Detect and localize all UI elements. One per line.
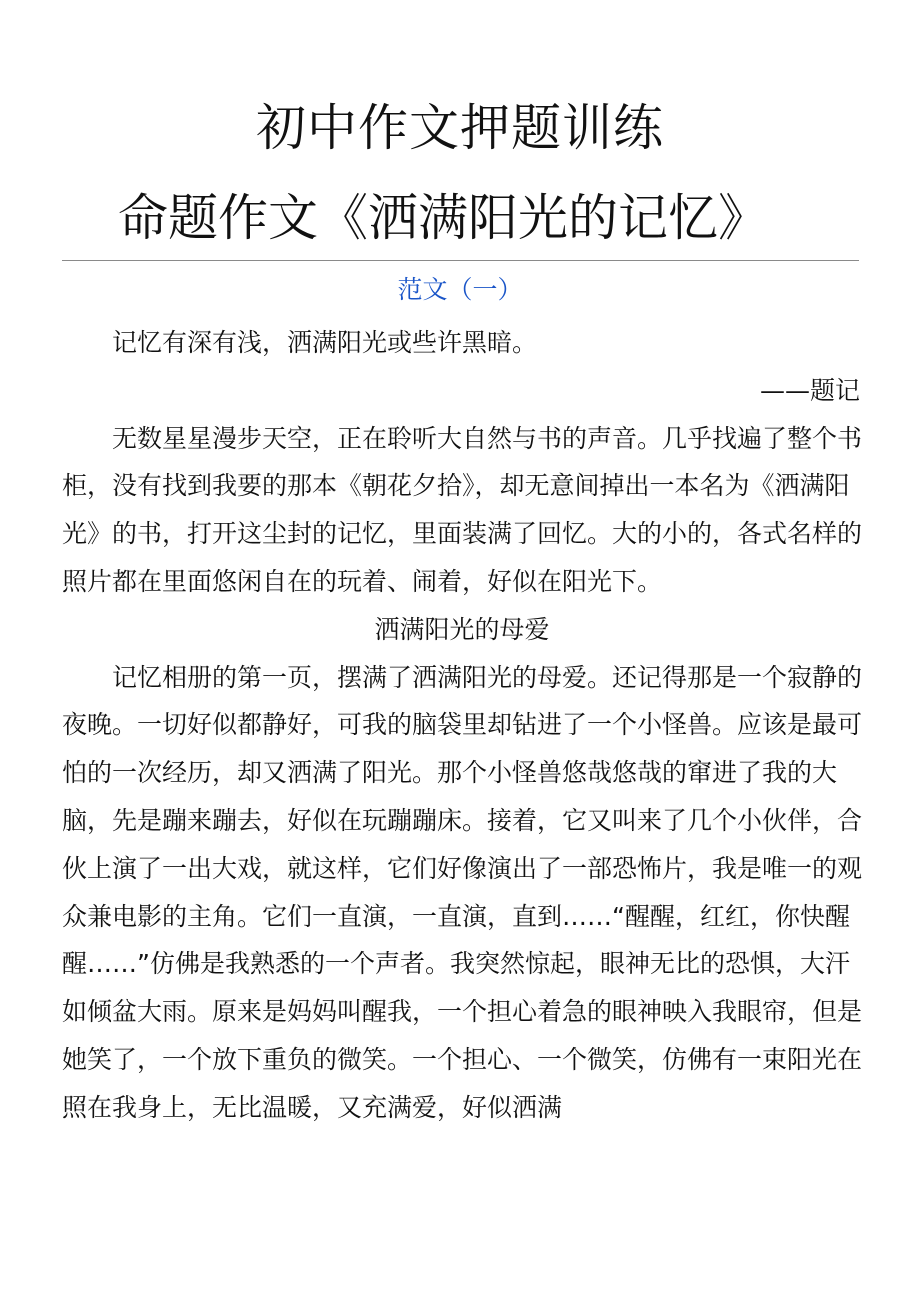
paragraph: 记忆相册的第一页，摆满了洒满阳光的母爱。还记得那是一个寂静的夜晚。一切好似都静好，可我的脑袋里却钻进了一个小怪兽。应该是最可怕的一次经历，却又洒满了阳光。那个小怪兽悠哉悠哉的窜进了我的大脑，先是蹦来蹦去，好似在玩蹦蹦床。接着，它又叫来了几个小伙伴，合伙上演了一出大戏，就这样，它们好像演出了一部恐怖片，我是唯一的观众兼电影的主角。它们一直演，一直演，直到……“醒醒，红红，你快醒醒……”仿佛是我熟悉的一个声者。我突然惊起，眼神无比的恐惧，大汗如倾盆大雨。原来是妈妈叫醒我，一个担心着急的眼神映入我眼帘，但是她笑了，一个放下重负的微笑。一个担心、一个微笑，仿佛有一束阳光在照在我身上，无比温暖，又充满爱，好似洒满: [62, 662, 863, 1122]
document-title: 初中作文押题训练: [256, 99, 664, 157]
epigraph: 记忆有深有浅，洒满阳光或些许黑暗。: [112, 328, 538, 357]
essay-topic-title: 命题作文《洒满阳光的记忆》: [118, 189, 768, 247]
essay-body: [62, 319, 862, 1132]
epigraph-signature: ——题记: [759, 375, 860, 405]
section-heading: 洒满阳光的母爱: [374, 614, 550, 644]
title-divider: [62, 260, 859, 261]
paragraph: 无数星星漫步天空，正在聆听大自然与书的声音。几乎找遍了整个书柜，没有找到我要的那本《朝花夕拾》，却无意间掉出一本名为《洒满阳光》的书，打开这尘封的记忆，里面装满了回忆。大的小的，各式名样的照片都在里面悠闲自在的玩着、闹着，好似在阳光下。: [62, 423, 863, 596]
sample-essay-label: 范文（一）: [397, 275, 523, 304]
